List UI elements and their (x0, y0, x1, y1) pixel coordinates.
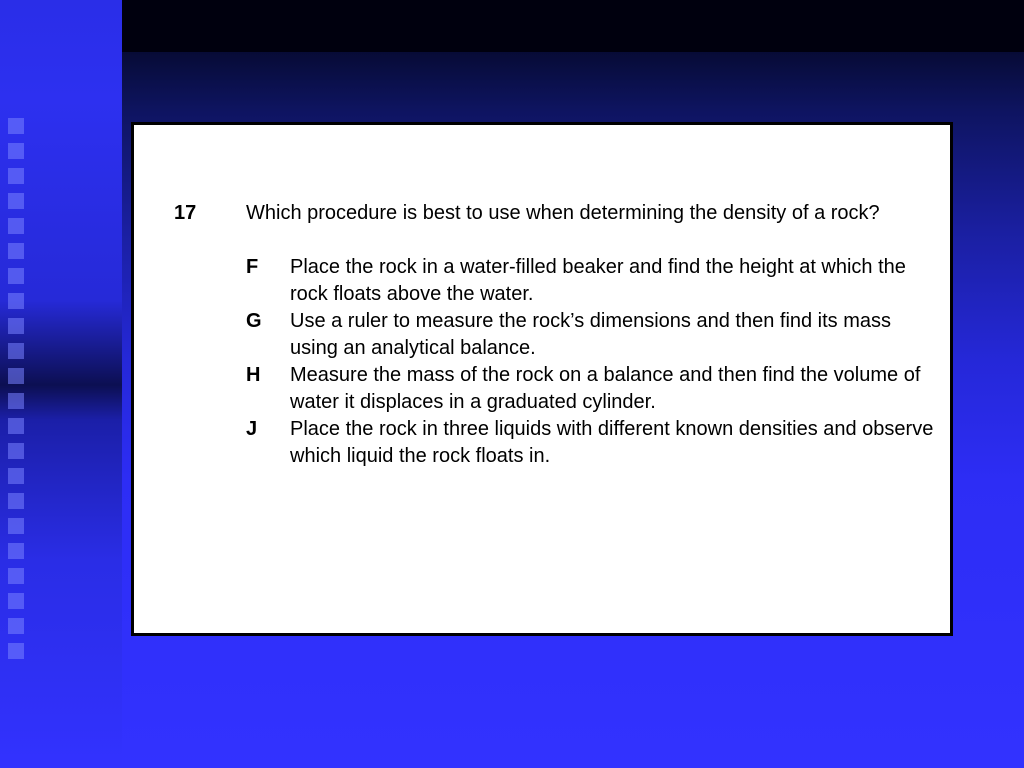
decorative-square (8, 493, 24, 509)
question-text: Which procedure is best to use when determining the density of a rock? (246, 202, 880, 224)
option-text: Measure the mass of the rock on a balance and then find the volume of water it displaces in a graduated cylinder. (290, 364, 921, 413)
answer-option-g (246, 308, 940, 362)
decorative-square (8, 268, 24, 284)
option-letter: J (246, 418, 258, 440)
decorative-square (8, 518, 24, 534)
decorative-square (8, 318, 24, 334)
answer-option-h (246, 362, 940, 416)
option-text: Use a ruler to measure the rock’s dimensions and then find its mass using an analytical balance. (290, 310, 892, 359)
decorative-square (8, 193, 24, 209)
left-decorative-strip (0, 0, 122, 768)
question-row (174, 200, 934, 227)
option-letter: G (246, 310, 262, 332)
decorative-square (8, 243, 24, 259)
decorative-square (8, 343, 24, 359)
decorative-square (8, 543, 24, 559)
decorative-square (8, 593, 24, 609)
decorative-square (8, 143, 24, 159)
decorative-square (8, 643, 24, 659)
decorative-square (8, 618, 24, 634)
decorative-square (8, 168, 24, 184)
decorative-square (8, 293, 24, 309)
answer-options (174, 254, 934, 470)
option-text: Place the rock in three liquids with different known densities and observe which liquid the rock floats in. (290, 418, 934, 467)
option-letter: F (246, 256, 259, 278)
decorative-square (8, 468, 24, 484)
question-number: 17 (174, 202, 197, 224)
decorative-square (8, 568, 24, 584)
decorative-square (8, 118, 24, 134)
decorative-square (8, 218, 24, 234)
decorative-squares-column (8, 118, 28, 678)
decorative-square (8, 443, 24, 459)
answer-option-j (246, 416, 940, 470)
top-dark-band (122, 0, 1024, 52)
decorative-square (8, 418, 24, 434)
decorative-square (8, 393, 24, 409)
option-letter: H (246, 364, 261, 386)
question-panel (131, 122, 953, 636)
question-block (174, 200, 934, 470)
option-text: Place the rock in a water-filled beaker and find the height at which the rock floats above the water. (290, 256, 906, 305)
answer-option-f (246, 254, 940, 308)
decorative-square (8, 368, 24, 384)
